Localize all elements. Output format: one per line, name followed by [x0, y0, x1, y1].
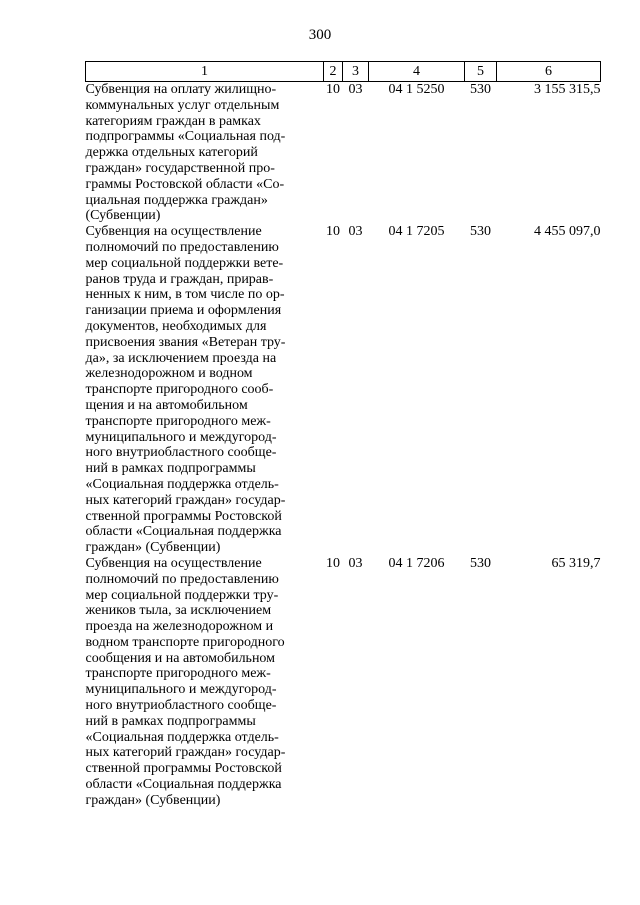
row-section-code: 10: [326, 224, 340, 240]
row-amount: 4 455 097,0: [534, 224, 601, 240]
column-header-3: 3: [343, 62, 369, 82]
row-expense-type: 530: [470, 555, 491, 571]
row-description: Субвенция на осуществление полномочий по предоставлению мер социальной поддержки вете- ранов труда и граждан, прирав- ненных к ним, в том числе по ор- ганизации приема и оформления документов, необходимых для присвоения звания «Ветеран тру- да», за исключением проезда на железнодорожном и водном транспорте пригородного сооб- щения и на автомобильном транспорте пригородного меж- муниципального и междугород- ного внутриобластного сообще- ний в рамках подпрограммы «Социальная поддержка отдель- ных категорий граждан» государ- ственной программы Ростовской области «Социальная поддержка граждан» (Субвенции): [85, 224, 286, 556]
budget-table: [85, 61, 601, 809]
table-row: [86, 224, 601, 556]
column-header-6: 6: [497, 62, 601, 82]
column-header-4: 4: [369, 62, 465, 82]
row-subsection-code: 03: [348, 555, 363, 571]
row-subsection-code: 03: [348, 82, 363, 97]
row-subsection-code: 03: [348, 224, 363, 240]
row-target-article: 04 1 7206: [388, 555, 445, 571]
row-target-article: 04 1 7205: [388, 224, 445, 240]
row-amount: 65 319,7: [551, 555, 601, 571]
column-header-1: 1: [86, 62, 324, 82]
column-header-2: 2: [324, 62, 343, 82]
row-expense-type: 530: [470, 82, 491, 97]
table-header-row: [86, 62, 601, 82]
row-description: Субвенция на оплату жилищно- коммунальных услуг отдельным категориям граждан в рамках подпрограммы «Социальная под- держка отдельных категорий граждан» государственной про- граммы Ростовской области «Со- циальная поддержка граждан» (Субвенции): [85, 82, 286, 224]
page-number: 300: [308, 27, 332, 43]
column-header-5: 5: [465, 62, 497, 82]
row-section-code: 10: [326, 555, 340, 571]
row-amount: 3 155 315,5: [534, 82, 601, 97]
row-expense-type: 530: [470, 224, 491, 240]
table-row: [86, 82, 601, 225]
row-section-code: 10: [326, 82, 340, 97]
row-target-article: 04 1 5250: [388, 82, 445, 97]
table-row: [86, 556, 601, 809]
row-description: Субвенция на осуществление полномочий по предоставлению мер социальной поддержки тру- жеников тыла, за исключением проезда на железнодорожном и водном транспорте пригородного сообщения и на автомобильном транспорте пригородного меж- муниципального и междугород- ного внутриобластного сообще- ний в рамках подпрограммы «Социальная поддержка отдель- ных категорий граждан» государ- ственной программы Ростовской области «Социальная поддержка граждан» (Субвенции): [85, 555, 286, 808]
